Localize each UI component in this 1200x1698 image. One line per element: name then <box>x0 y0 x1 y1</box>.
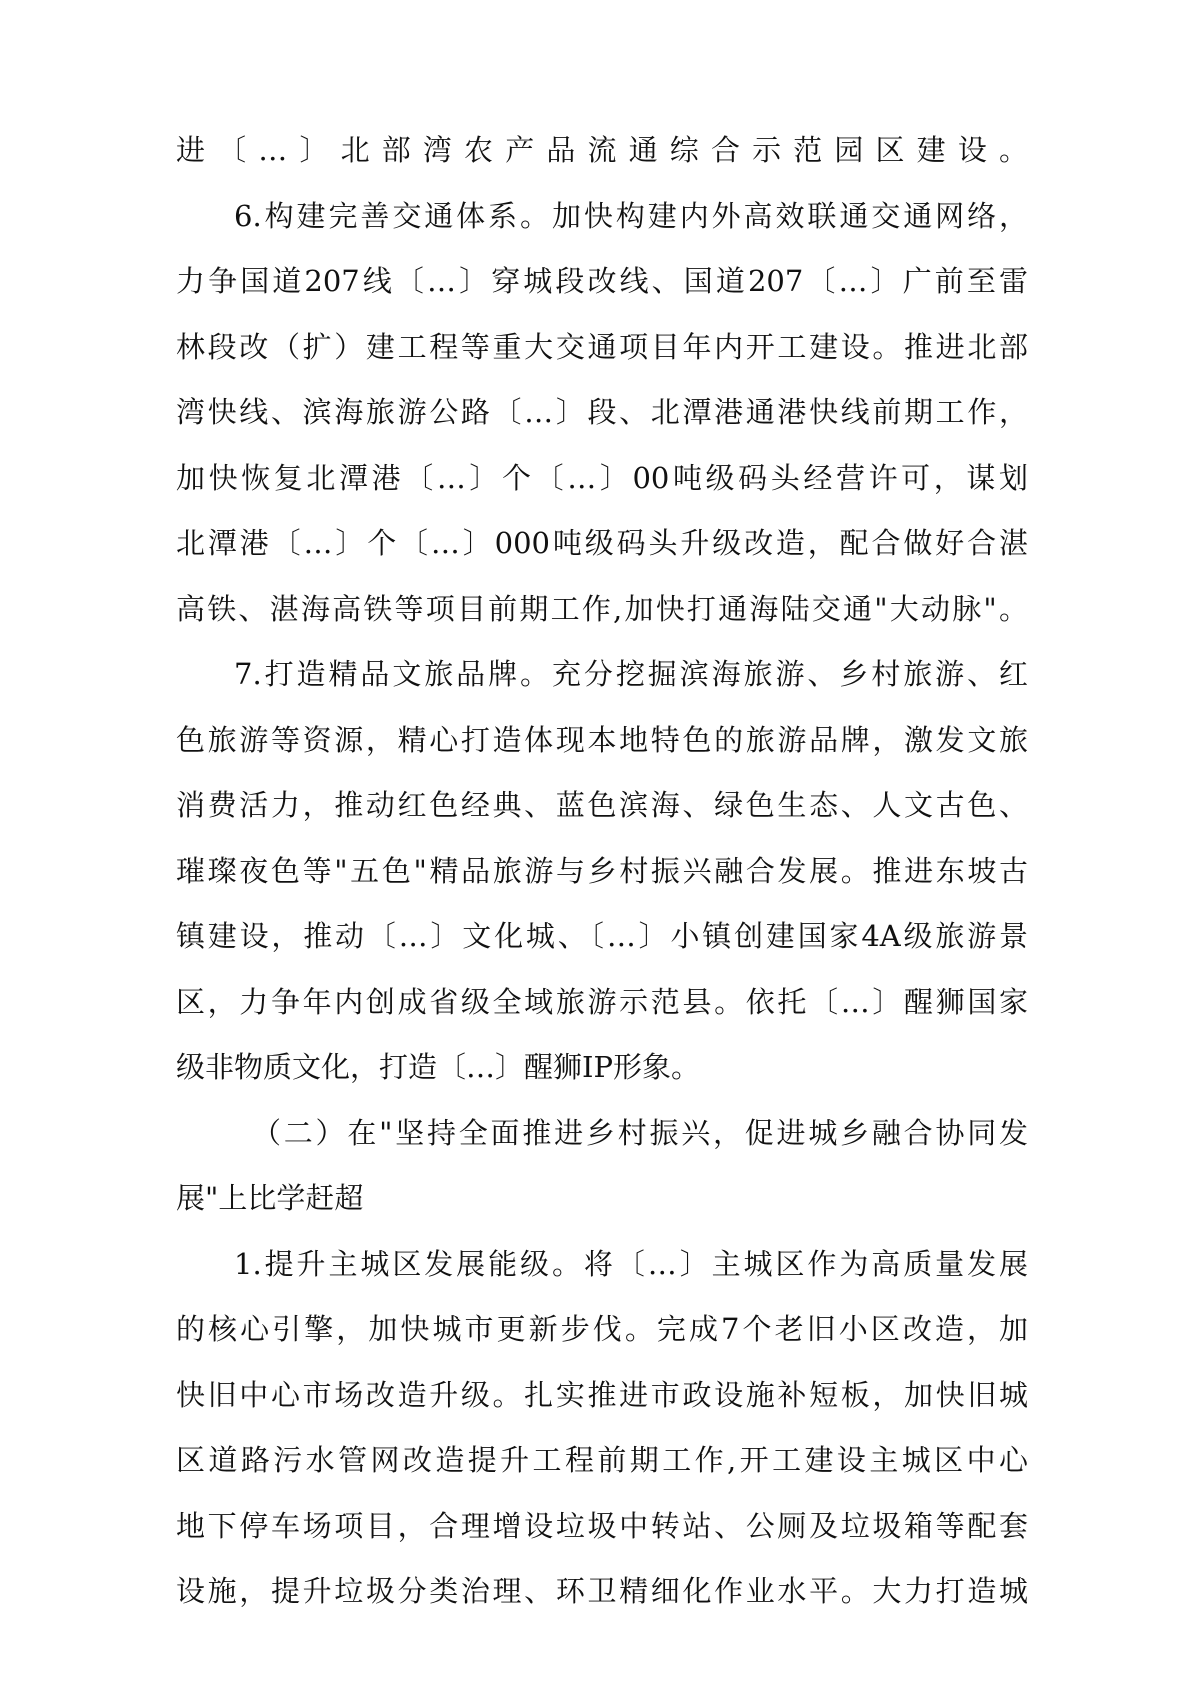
text-line: 色旅游等资源，精心打造体现本地特色的旅游品牌，激发文旅 <box>176 722 1028 757</box>
text-line: 快旧中心市场改造升级。扎实推进市政设施补短板，加快旧城 <box>176 1377 1028 1412</box>
text-line: 镇建设，推动〔…〕文化城、〔…〕小镇创建国家4A级旅游景 <box>176 919 1028 953</box>
text-line: 湾快线、滨海旅游公路〔…〕段、北潭港通港快线前期工作， <box>176 395 1028 429</box>
text-line: 林段改（扩）建工程等重大交通项目年内开工建设。推进北部 <box>176 329 1028 364</box>
text-line: 璀璨夜色等"五色"精品旅游与乡村振兴融合发展。推进东坡古 <box>176 853 1028 888</box>
text-line: 消费活力，推动红色经典、蓝色滨海、绿色生态、人文古色、 <box>176 788 1028 822</box>
text-line: 级非物质文化，打造〔…〕醒狮IP形象。 <box>176 1050 700 1084</box>
text-line: 区道路污水管网改造提升工程前期工作,开工建设主城区中心 <box>176 1443 1028 1477</box>
text-line: 的核心引擎，加快城市更新步伐。完成7个老旧小区改造，加 <box>176 1312 1028 1346</box>
text-line: 设施，提升垃圾分类治理、环卫精细化作业水平。大力打造城 <box>176 1574 1028 1608</box>
text-line: 北潭港〔…〕个〔…〕000吨级码头升级改造，配合做好合湛 <box>176 526 1028 560</box>
text-line: 地下停车场项目，合理增设垃圾中转站、公厕及垃圾箱等配套 <box>176 1508 1028 1543</box>
document-body <box>176 118 1028 1625</box>
section-heading-line: （二）在"坚持全面推进乡村振兴，促进城乡融合协同发 <box>252 1115 1028 1150</box>
paragraph-heading-line: 6.构建完善交通体系。加快构建内外高效联通交通网络， <box>234 198 1028 233</box>
text-line: 力争国道207线〔…〕穿城段改线、国道207〔…〕广前至雷 <box>176 264 1028 298</box>
paragraph-heading-line: 7.打造精品文旅品牌。充分挖掘滨海旅游、乡村旅游、红 <box>234 657 1028 691</box>
section-heading-line: 展"上比学赶超 <box>176 1181 364 1215</box>
text-line: 加快恢复北潭港〔…〕个〔…〕00吨级码头经营许可，谋划 <box>176 460 1028 495</box>
text-line: 区，力争年内创成省级全域旅游示范县。依托〔…〕醒狮国家 <box>176 984 1028 1019</box>
text-line: 高铁、湛海高铁等项目前期工作,加快打通海陆交通"大动脉"。 <box>176 591 1028 626</box>
paragraph-heading-line: 1.提升主城区发展能级。将〔…〕主城区作为高质量发展 <box>234 1246 1028 1281</box>
text-line: 进〔…〕北部湾农产品流通综合示范园区建设。 <box>176 133 1028 167</box>
